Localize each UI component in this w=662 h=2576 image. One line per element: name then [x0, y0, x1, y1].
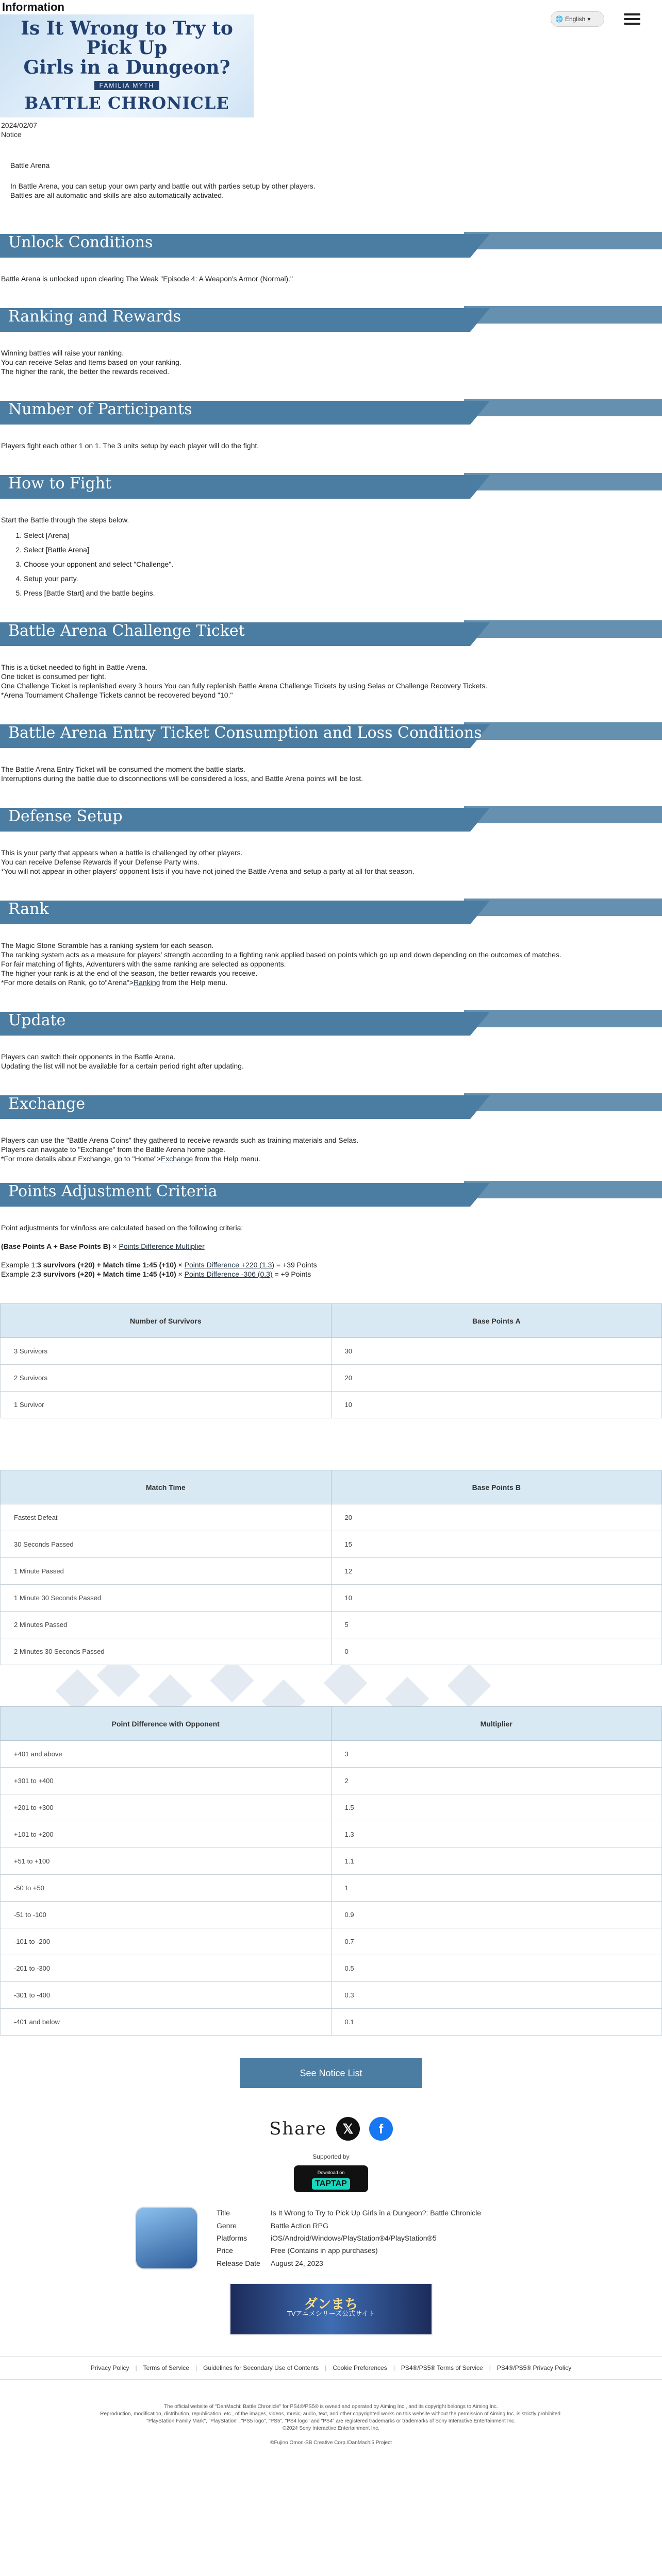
intro-text-1: In Battle Arena, you can setup your own party and battle out with parties setup by other players. — [10, 182, 316, 190]
table-cell: +201 to +300 — [1, 1794, 332, 1821]
anime-site-banner[interactable]: ダンまち TVアニメシリーズ公式サイト — [229, 2283, 433, 2335]
points-example-1: Example 1:3 survivors (+20) + Match time 1:45 (+10) × Points Difference +220 (1.3) = +39 Points — [1, 1261, 317, 1269]
table-cell: 0.7 — [331, 1928, 662, 1955]
table-cell: Fastest Defeat — [1, 1504, 332, 1531]
ticket-text: One ticket is consumed per fight. — [1, 672, 106, 681]
table-cell: 15 — [331, 1531, 662, 1558]
ps-privacy-link[interactable]: PS4®/PS5® Privacy Policy — [496, 2364, 572, 2371]
defense-text: You can receive Defense Rewards if your Defense Party wins. — [1, 858, 200, 866]
table-row — [1, 1848, 662, 1875]
table-row — [1, 1638, 662, 1665]
ranking-text: Winning battles will raise your ranking. — [1, 349, 124, 357]
rank-text: The higher your rank is at the end of the season, the better rewards you receive. — [1, 969, 258, 977]
table-cell: 2 Minutes 30 Seconds Passed — [1, 1638, 332, 1665]
table-row — [1, 2009, 662, 2036]
privacy-policy-link[interactable]: Privacy Policy — [90, 2364, 129, 2371]
table-header: Base Points B — [331, 1470, 662, 1504]
see-notice-list-button[interactable]: See Notice List — [240, 2058, 422, 2088]
legal-notice: The official website of "DanMachi: Battle Chronicle" for PS4®/PS5® is owned and operated by Aiming Inc., and its copyright belongs to Aiming Inc. Reproduction, modification, distribution, republication, etc., of the images, videos, music, audio, text, and other copyrighted works on this website without the permission of Aiming Inc. is strictly prohibited. "PlayStation Family Mark", "PlayStation", "PS5 logo", "PS5", "PS4 logo" and "PS4" are registered trademarks or trademarks of Sony Interactive Entertainment Inc. ©2024 Sony Interactive Entertainment Inc. ©Fujino Omori·SB Creative Corp./DanMachi5 Project — [100, 2404, 562, 2446]
ranking-help-link[interactable]: Ranking — [134, 978, 160, 987]
table-row — [1, 1794, 662, 1821]
table-cell: -201 to -300 — [1, 1955, 332, 1982]
section-heading: Battle Arena Challenge Ticket — [0, 618, 662, 650]
intro-text-2: Battles are all automatic and skills are also automatically activated. — [10, 191, 224, 199]
ticket-text: One Challenge Ticket is replenished every 3 hours You can fully replenish Battle Arena Challenge Tickets by using Selas or Challenge Recovery Tickets. — [1, 682, 488, 690]
cookie-preferences-link[interactable]: Cookie Preferences — [333, 2364, 387, 2371]
table-row — [1, 1612, 662, 1638]
post-category: Notice — [1, 130, 22, 139]
survivors-table — [0, 1303, 662, 1418]
table-row — [1, 1821, 662, 1848]
table-row — [1, 1392, 662, 1418]
logo-line1b: Girls in a Dungeon? — [23, 56, 230, 78]
ranking-text: You can receive Selas and Items based on your ranking. — [1, 358, 181, 366]
table-cell: +51 to +100 — [1, 1848, 332, 1875]
supported-by-label: Supported by — [312, 2153, 350, 2160]
table-row — [1, 1875, 662, 1902]
table-row — [1, 1531, 662, 1558]
table-cell: 0.1 — [331, 2009, 662, 2036]
table-cell: 3 Survivors — [1, 1338, 332, 1365]
list-item: 4. Setup your party. — [24, 574, 662, 583]
taptap-badge[interactable]: Download on TAPTAP — [294, 2165, 368, 2192]
table-cell: +301 to +400 — [1, 1768, 332, 1794]
game-app-icon — [135, 2207, 198, 2269]
rank-text: For fair matching of fights, Adventurers with the same ranking are selected as opponents. — [1, 960, 286, 968]
table-cell: -51 to -100 — [1, 1902, 332, 1928]
section-heading: How to Fight — [0, 471, 662, 503]
game-info — [135, 2207, 662, 2269]
table-cell: 0.9 — [331, 1902, 662, 1928]
points-formula: (Base Points A + Base Points B) × Points Difference Multiplier — [1, 1242, 205, 1250]
table-cell: 20 — [331, 1504, 662, 1531]
table-cell: 1 Minute 30 Seconds Passed — [1, 1585, 332, 1612]
language-selector[interactable] — [551, 11, 604, 27]
table-header: Match Time — [1, 1470, 332, 1504]
facebook-icon[interactable]: f — [369, 2117, 393, 2141]
hamburger-menu-icon[interactable] — [621, 10, 643, 28]
section-heading: Battle Arena Entry Ticket Consumption and Loss Conditions — [0, 720, 662, 752]
language-label: English — [565, 15, 586, 23]
terms-link[interactable]: Terms of Service — [143, 2364, 189, 2371]
ranking-text: The higher the rank, the better the rewards received. — [1, 367, 170, 376]
table-header: Point Difference with Opponent — [1, 1707, 332, 1741]
article — [0, 161, 662, 2447]
table-cell: +101 to +200 — [1, 1821, 332, 1848]
section-heading: Points Adjustment Criteria — [0, 1179, 662, 1211]
game-info-table: Title Is It Wrong to Try to Pick Up Girls in a Dungeon?: Battle Chronicle Genre Battle Action RPG Platforms iOS/Android/Windows/PlayStation®4/PlayStation®5 Price Free (Contains in app purchases) Release Date August 24, 2023 — [217, 2209, 482, 2267]
table-cell: 1 Minute Passed — [1, 1558, 332, 1585]
table-cell: 1 Survivor — [1, 1392, 332, 1418]
intro — [0, 161, 662, 200]
unlock-text: Battle Arena is unlocked upon clearing The Weak "Episode 4: A Weapon's Armor (Normal)." — [1, 275, 293, 283]
share-label: Share — [269, 2119, 327, 2139]
ticket-text: This is a ticket needed to fight in Battle Arena. — [1, 663, 148, 671]
match-time-table — [0, 1470, 662, 1665]
table-cell: 0.3 — [331, 1982, 662, 2009]
table-cell: 30 — [331, 1338, 662, 1365]
table-cell: 1.1 — [331, 1848, 662, 1875]
fight-text: Start the Battle through the steps below. — [1, 516, 129, 524]
points-example-2: Example 2:3 survivors (+20) + Match time 1:45 (+10) × Points Difference -306 (0.3) = +9 Points — [1, 1270, 311, 1278]
post-title: Battle Arena — [10, 161, 50, 170]
logo-line2: FAMILIA MYTH — [94, 81, 160, 90]
globe-icon: 🌐 — [555, 15, 563, 23]
list-item: 5. Press [Battle Start] and the battle begins. — [24, 588, 662, 598]
post-date: 2024/02/07 — [1, 121, 38, 129]
table-row — [1, 1585, 662, 1612]
table-cell: 5 — [331, 1612, 662, 1638]
exchange-help-text: *For more details about Exchange, go to "Home">Exchange from the Help menu. — [1, 1155, 260, 1163]
rank-text: The ranking system acts as a measure for players' strength according to a fighting rank applied based on points which go up and down depending on the outcomes of matches. — [1, 951, 561, 959]
table-cell: 2 Minutes Passed — [1, 1612, 332, 1638]
table-cell: 0 — [331, 1638, 662, 1665]
footer-links: Privacy Policy | Terms of Service | Guidelines for Secondary Use of Contents | Cookie Preferences | PS4®/PS5® Terms of Service | PS4®/PS5® Privacy Policy — [0, 2356, 662, 2380]
section-heading: Update — [0, 1008, 662, 1040]
section-heading: Defense Setup — [0, 804, 662, 836]
table-row — [1, 1982, 662, 2009]
table-header: Number of Survivors — [1, 1304, 332, 1338]
x-twitter-icon[interactable]: 𝕏 — [336, 2117, 360, 2141]
point-difference-table — [0, 1706, 662, 2036]
logo-line3: BATTLE CHRONICLE — [24, 93, 229, 113]
exchange-help-link[interactable]: Exchange — [160, 1155, 193, 1163]
exchange-text: Players can use the "Battle Arena Coins" they gathered to receive rewards such as training materials and Selas. — [1, 1136, 359, 1144]
table-row — [1, 1338, 662, 1365]
table-cell: -301 to -400 — [1, 1982, 332, 2009]
table-cell: -101 to -200 — [1, 1928, 332, 1955]
table-cell: 1.3 — [331, 1821, 662, 1848]
table-cell: 10 — [331, 1585, 662, 1612]
section-heading: Ranking and Rewards — [0, 304, 662, 336]
share-bar — [0, 2117, 662, 2141]
decorative-pattern — [0, 1665, 662, 1706]
table-cell: 3 — [331, 1741, 662, 1768]
rank-help-text: *For more details on Rank, go to"Arena">Ranking from the Help menu. — [1, 978, 228, 987]
list-item: 2. Select [Battle Arena] — [24, 545, 662, 554]
table-row — [1, 1928, 662, 1955]
table-header: Base Points A — [331, 1304, 662, 1338]
table-cell: 10 — [331, 1392, 662, 1418]
game-logo[interactable] — [0, 14, 254, 117]
logo-line1: Is It Wrong to Try to Pick Up — [21, 18, 233, 59]
update-text: Players can switch their opponents in the Battle Arena. — [1, 1053, 176, 1061]
list-item: 1. Select [Arena] — [24, 531, 662, 540]
page-title: Information — [2, 1, 64, 13]
table-row — [1, 1741, 662, 1768]
defense-text: *You will not appear in other players' opponent lists if you have not joined the Battle Arena and setup a party at all for that season. — [1, 867, 415, 875]
rank-text: The Magic Stone Scramble has a ranking system for each season. — [1, 941, 214, 950]
exchange-text: Players can navigate to "Exchange" from the Battle Arena home page. — [1, 1145, 225, 1154]
table-row — [1, 1558, 662, 1585]
table-cell: 0.5 — [331, 1955, 662, 1982]
table-row — [1, 1902, 662, 1928]
points-text: Point adjustments for win/loss are calculated based on the following criteria: — [1, 1224, 243, 1232]
section-heading: Unlock Conditions — [0, 230, 662, 262]
loss-text: Interruptions during the battle due to disconnections will be considered a loss, and Battle Arena points will be lost. — [1, 774, 363, 783]
loss-text: The Battle Arena Entry Ticket will be consumed the moment the battle starts. — [1, 765, 245, 773]
section-heading: Number of Participants — [0, 397, 662, 429]
ps-terms-link[interactable]: PS4®/PS5® Terms of Service — [401, 2364, 483, 2371]
table-cell: 20 — [331, 1365, 662, 1392]
section-heading: Rank — [0, 896, 662, 928]
table-cell: 1.5 — [331, 1794, 662, 1821]
table-cell: 1 — [331, 1875, 662, 1902]
table-cell: 12 — [331, 1558, 662, 1585]
chevron-down-icon: ▾ — [587, 15, 591, 23]
participants-text: Players fight each other 1 on 1. The 3 units setup by each player will do the fight. — [1, 442, 259, 450]
table-cell: 2 — [331, 1768, 662, 1794]
update-text: Updating the list will not be available for a certain period right after updating. — [1, 1062, 244, 1070]
fight-steps — [24, 531, 662, 598]
post-meta — [1, 121, 37, 139]
table-cell: 2 Survivors — [1, 1365, 332, 1392]
table-cell: 30 Seconds Passed — [1, 1531, 332, 1558]
table-row — [1, 1768, 662, 1794]
guidelines-link[interactable]: Guidelines for Secondary Use of Contents — [203, 2364, 319, 2371]
list-item: 3. Choose your opponent and select "Challenge". — [24, 560, 662, 569]
table-row — [1, 1955, 662, 1982]
table-row — [1, 1504, 662, 1531]
ticket-text: *Arena Tournament Challenge Tickets cannot be recovered beyond "10." — [1, 691, 233, 699]
table-cell: +401 and above — [1, 1741, 332, 1768]
defense-text: This is your party that appears when a battle is challenged by other players. — [1, 849, 243, 857]
table-header: Multiplier — [331, 1707, 662, 1741]
table-row — [1, 1365, 662, 1392]
section-heading: Exchange — [0, 1091, 662, 1123]
table-cell: -401 and below — [1, 2009, 332, 2036]
table-cell: -50 to +50 — [1, 1875, 332, 1902]
